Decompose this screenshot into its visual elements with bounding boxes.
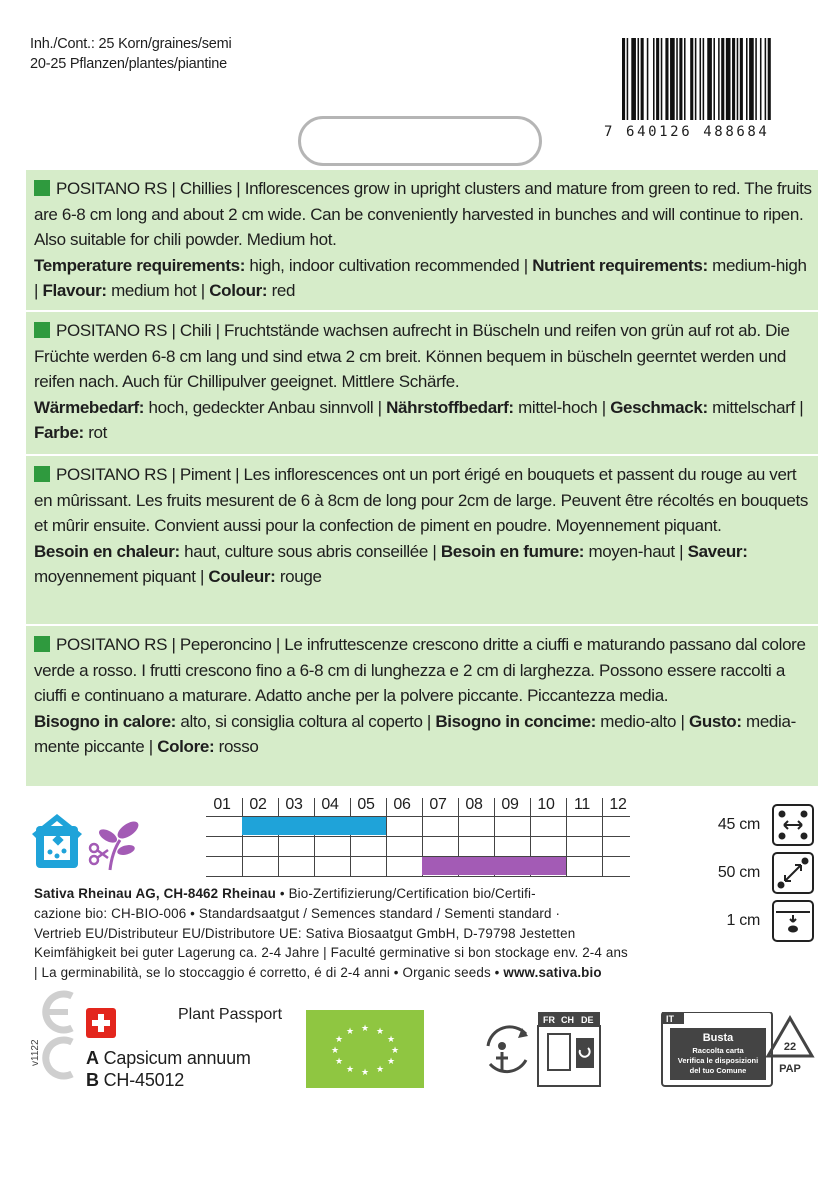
eu-star-icon: ★ bbox=[375, 1025, 385, 1036]
sowing-bar bbox=[242, 817, 386, 835]
eu-star-icon: ★ bbox=[390, 1045, 400, 1055]
passport-code: B CH-45012 bbox=[86, 1070, 185, 1090]
eu-star-icon: ★ bbox=[360, 1023, 370, 1033]
row-spacing-icon bbox=[772, 804, 814, 846]
green-square-icon bbox=[34, 466, 50, 482]
swiss-flag-icon bbox=[86, 1008, 116, 1038]
country-de: DE bbox=[581, 1015, 594, 1025]
description-de: POSITANO RS | Chili | Fruchtstände wachsen aufrecht in Büscheln und reifen von grün auf rot ab. Die Früchte werden 6-8 cm lang und sind etwa 2 cm breit. Können bequem in büscheln geerntet werden und reifen nach. Auch für Chillipulver geeignet. Mittlere Schärfe. Wärmebedarf: hoch, gedeckter Anbau sinnvoll | Nährstoffbedarf: mittel-hoch | Geschmack: mittelscharf | Farbe: rot bbox=[34, 321, 804, 443]
grid-line bbox=[278, 798, 279, 876]
country-fr: FR bbox=[543, 1015, 555, 1025]
month-label: 10 bbox=[537, 796, 555, 813]
eu-star-icon: ★ bbox=[360, 1067, 370, 1077]
pap-number: 22 bbox=[783, 1041, 797, 1053]
grid-line bbox=[566, 798, 567, 876]
passport-species: A Capsicum annuum bbox=[86, 1048, 251, 1068]
content-label bbox=[30, 34, 232, 74]
divider bbox=[26, 624, 818, 626]
content-quantity: Inh./Cont.: 25 Korn/graines/semi bbox=[30, 36, 232, 52]
version-code: v1122 bbox=[30, 1039, 41, 1066]
grid-line bbox=[314, 798, 315, 876]
grid-line bbox=[602, 798, 603, 876]
month-label: 12 bbox=[609, 796, 627, 813]
italy-tag: IT bbox=[666, 1014, 674, 1024]
eu-star-icon: ★ bbox=[375, 1064, 385, 1075]
grid-line bbox=[242, 798, 243, 876]
month-label: 08 bbox=[465, 796, 483, 813]
barcode-digits: 7 640126 488684 bbox=[604, 124, 770, 140]
description-it: POSITANO RS | Peperoncino | Le infruttescenze crescono dritte a ciuffi e maturando passano dal colore verde a rosso. I frutti crescono fino a 6-8 cm di lunghezza e 2 cm di larghezza. Possono essere raccolti a ciuffi e continuano a maturare. Adatto anche per la polvere piccante. Piccantezza media. Bisogno in calore: alto, si consiglia coltura al coperto | Bisogno in concime: medio-alto | Gusto: mediamente piccante | Colore: rosso bbox=[34, 635, 806, 757]
pap-recycle-icon bbox=[768, 1018, 812, 1075]
eu-star-icon: ★ bbox=[386, 1056, 396, 1066]
planting-calendar bbox=[206, 796, 630, 880]
description-fr: POSITANO RS | Piment | Les inflorescences ont un port érigé en bouquets et passent du rouge au vert en mûrissant. Les fruits mesurent de 6 à 8cm de long pour 2cm de large. Peuvent être récoltés en bouquets et mûrir ensuite. Convient aussi pour la confection de piment en poudre. Moyennement piquant. Besoin en chaleur: haut, culture sous abris conseillée | Besoin en fumure: moyen-haut | Saveur: moyennement piquant | Couleur: rouge bbox=[34, 465, 809, 587]
sowing-depth bbox=[727, 900, 814, 942]
eu-star-icon: ★ bbox=[345, 1025, 355, 1036]
busta-line1: Raccolta carta bbox=[692, 1046, 744, 1055]
busta-icon bbox=[662, 1012, 772, 1086]
description-en: POSITANO RS | Chillies | Inflorescences grow in upright clusters and mature from green to red. The fruits are 6-8 cm long and about 2 cm wide. Can be conveniently harvested in bunches and will continue to ripen. Also suitable for chili powder. Medium hot. Temperature requirements: high, indoor cultivation recommended | Nutrient requirements: medium-high | Flavour: medium hot | Colour: red bbox=[34, 179, 812, 301]
month-label: 09 bbox=[501, 796, 519, 813]
country-ch: CH bbox=[561, 1015, 574, 1025]
green-square-icon bbox=[34, 636, 50, 652]
sowing-depth-value: 1 cm bbox=[726, 912, 760, 929]
triman-info-icon bbox=[538, 1012, 600, 1086]
eu-star-icon: ★ bbox=[345, 1064, 355, 1075]
busta-line3: del tuo Comune bbox=[689, 1066, 747, 1075]
divider bbox=[26, 454, 818, 456]
eu-star-icon: ★ bbox=[386, 1034, 396, 1044]
plant-count: 20-25 Pflanzen/plantes/piantine bbox=[30, 56, 227, 72]
grid-line bbox=[206, 876, 630, 877]
company-info: Sativa Rheinau AG, CH-8462 Rheinau • Bio-Zertifizierung/Certification bio/Certifi- cazione bio: CH-BIO-006 • Standardsaatgut / Semences standard / Sementi standard · Vertrieb EU/Distributeur EU/Distributore UE: Sativa Biosaatgut GmbH, D-79798 Jestetten Keimfähigkeit bei guter Lagerung ca. 2-4 Jahre | Faculté germinative si bon stockage env. 2-4 ans | La germinabilità, se lo stoccaggio é corretto, é di 2-4 anni • Organic seeds • www.sativa.bio bbox=[34, 886, 628, 981]
harvest-icon bbox=[90, 818, 141, 870]
website-link[interactable]: www.sativa.bio bbox=[503, 965, 602, 981]
month-label: 04 bbox=[321, 796, 339, 813]
sowing-depth-icon bbox=[772, 900, 814, 942]
plant-spacing-icon bbox=[772, 852, 814, 894]
icon-group bbox=[28, 812, 148, 881]
company-name: Sativa Rheinau AG, CH-8462 Rheinau bbox=[34, 886, 276, 901]
plant-spacing bbox=[718, 852, 814, 894]
eu-organic-logo-icon bbox=[306, 1010, 424, 1088]
hang-slot bbox=[298, 116, 542, 166]
month-label: 06 bbox=[393, 796, 411, 813]
plant-spacing-value: 50 cm bbox=[717, 864, 760, 881]
eu-star-icon: ★ bbox=[334, 1056, 344, 1066]
seed-sowing-icon bbox=[32, 814, 82, 868]
green-square-icon bbox=[34, 180, 50, 196]
month-label: 11 bbox=[573, 796, 590, 813]
row-spacing-value: 45 cm bbox=[717, 816, 760, 833]
row-spacing bbox=[718, 804, 814, 846]
triman-icon bbox=[488, 1027, 528, 1072]
busta-line2: Verifica le disposizioni bbox=[677, 1056, 759, 1065]
divider bbox=[26, 310, 818, 312]
busta-title: Busta bbox=[702, 1032, 734, 1044]
month-label: 03 bbox=[285, 796, 303, 813]
green-square-icon bbox=[34, 322, 50, 338]
plant-passport-title: Plant Passport bbox=[178, 1006, 283, 1023]
grid-line bbox=[386, 798, 387, 876]
month-label: 01 bbox=[213, 796, 231, 813]
month-label: 07 bbox=[429, 796, 447, 813]
harvest-bar bbox=[422, 857, 566, 875]
month-label: 05 bbox=[357, 796, 375, 813]
eu-star-icon: ★ bbox=[334, 1034, 344, 1044]
eu-star-icon: ★ bbox=[330, 1045, 340, 1055]
pap-label: PAP bbox=[779, 1063, 801, 1075]
grid-line bbox=[350, 798, 351, 876]
disposal-icons bbox=[476, 1012, 836, 1092]
month-label: 02 bbox=[249, 796, 267, 813]
description-panel bbox=[26, 170, 818, 786]
